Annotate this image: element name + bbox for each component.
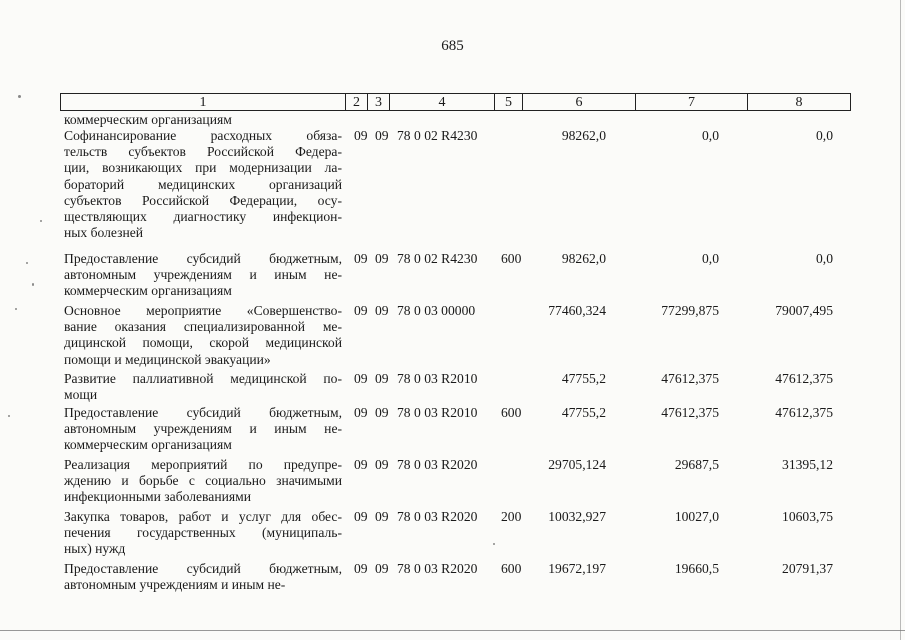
description-line: коммерческим организациям: [64, 283, 232, 299]
section-code: 09: [354, 405, 368, 420]
scan-speck: [32, 283, 34, 286]
description-line: Предоставление субсидий бюджетным,: [64, 405, 342, 420]
row-description: [64, 303, 342, 368]
amount-col-6: 10032,927: [548, 509, 606, 524]
row-description: [64, 112, 342, 128]
amount-col-8: 79007,495: [775, 303, 833, 318]
amount-col-7: 10027,0: [674, 509, 719, 524]
description-line: автономным учреждениям и иным не-: [64, 267, 342, 283]
target-article-code: 78 0 03 R2010: [397, 405, 478, 420]
description-line: автономным учреждениям и иным не-: [64, 577, 286, 593]
scan-right-edge: [900, 0, 901, 640]
description-line: ных) нужд: [64, 541, 126, 557]
amount-col-8: 0,0: [816, 128, 833, 143]
header-col-2: 2: [346, 94, 368, 110]
description-line: вание оказания специализированной ме-: [64, 319, 342, 335]
row-description: [64, 561, 342, 593]
amount-col-6: 77460,324: [548, 303, 606, 318]
table-header: [60, 93, 851, 111]
description-line: Софинансирование расходных обяза-: [64, 128, 342, 143]
expense-type-code: 600: [501, 561, 522, 576]
amount-col-6: 19672,197: [548, 561, 606, 576]
subsection-code: 09: [375, 509, 389, 524]
target-article-code: 78 0 03 R2010: [397, 371, 478, 386]
description-line: печения государственных (муниципаль-: [64, 525, 342, 541]
description-line: дицинской помощи, скорой медицинской: [64, 335, 342, 351]
header-col-7: 7: [636, 94, 748, 110]
subsection-code: 09: [375, 561, 389, 576]
target-article-code: 78 0 03 R2020: [397, 561, 478, 576]
description-line: Развитие паллиативной медицинской по-: [64, 371, 342, 386]
target-article-code: 78 0 02 R4230: [397, 128, 478, 143]
header-col-8: 8: [795, 95, 803, 110]
description-line: ществляющих диагностику инфекцион-: [64, 208, 342, 224]
row-description: [64, 457, 342, 506]
target-article-code: 78 0 03 R2020: [397, 457, 478, 472]
amount-col-8: 47612,375: [775, 405, 833, 420]
amount-col-8: 31395,12: [782, 457, 833, 472]
scan-speck: [493, 543, 495, 545]
description-line: Реализация мероприятий по предупре-: [64, 457, 342, 472]
scan-edge-line: [0, 630, 905, 631]
row-description: [64, 509, 342, 558]
description-line: Предоставление субсидий бюджетным,: [64, 561, 342, 576]
description-line: автономным учреждениям и иным не-: [64, 421, 342, 437]
amount-col-8: 10603,75: [782, 509, 833, 524]
subsection-code: 09: [375, 405, 389, 420]
amount-col-7: 29687,5: [674, 457, 719, 472]
description-line: Предоставление субсидий бюджетным,: [64, 251, 342, 266]
section-code: 09: [354, 457, 368, 472]
subsection-code: 09: [375, 371, 389, 386]
scan-speck: [18, 95, 21, 98]
scan-speck: [40, 220, 42, 222]
amount-col-8: 0,0: [816, 251, 833, 266]
header-col-3: 3: [368, 94, 390, 110]
section-code: 09: [354, 251, 368, 266]
amount-col-8: 20791,37: [782, 561, 833, 576]
row-description: [64, 128, 342, 241]
description-line: ждению и борьбе с социально значимыми: [64, 473, 342, 489]
description-line: Основное мероприятие «Совершенство-: [64, 303, 342, 318]
amount-col-7: 19660,5: [674, 561, 719, 576]
description-line: коммерческим организациям: [64, 112, 232, 127]
description-line: Закупка товаров, работ и услуг для обес-: [64, 509, 342, 524]
section-code: 09: [354, 128, 368, 143]
section-code: 09: [354, 303, 368, 318]
header-col-5: 5: [495, 94, 523, 110]
description-line: тельств субъектов Российской Федера-: [64, 144, 342, 160]
subsection-code: 09: [375, 251, 389, 266]
target-article-code: 78 0 03 00000: [397, 303, 476, 318]
amount-col-6: 29705,124: [548, 457, 606, 472]
description-line: коммерческим организациям: [64, 437, 232, 453]
amount-col-6: 47755,2: [561, 371, 606, 386]
section-code: 09: [354, 561, 368, 576]
amount-col-7: 0,0: [702, 251, 719, 266]
page-number: 685: [441, 38, 464, 54]
description-line: субъектов Российской Федерации, осу-: [64, 192, 342, 208]
target-article-code: 78 0 02 R4230: [397, 251, 478, 266]
subsection-code: 09: [375, 128, 389, 143]
amount-col-7: 47612,375: [661, 371, 719, 386]
scan-speck: [15, 308, 17, 310]
description-line: ции, возникающих при модернизации ла-: [64, 160, 342, 176]
row-description: [64, 405, 342, 454]
expense-type-code: 600: [501, 251, 522, 266]
scan-speck: [8, 415, 10, 417]
subsection-code: 09: [375, 303, 389, 318]
scan-speck: [26, 262, 28, 264]
header-col-4: 4: [390, 94, 495, 110]
section-code: 09: [354, 371, 368, 386]
header-col-6: 6: [523, 94, 636, 110]
target-article-code: 78 0 03 R2020: [397, 509, 478, 524]
amount-col-6: 98262,0: [561, 251, 606, 266]
description-line: мощи: [64, 387, 98, 403]
amount-col-7: 47612,375: [661, 405, 719, 420]
amount-col-6: 98262,0: [561, 128, 606, 143]
row-description: [64, 251, 342, 300]
description-line: инфекционными заболеваниями: [64, 489, 252, 505]
description-line: бораторий медицинских организаций: [64, 176, 342, 192]
expense-type-code: 600: [501, 405, 522, 420]
subsection-code: 09: [375, 457, 389, 472]
row-description: [64, 371, 342, 403]
description-line: помощи и медицинской эвакуации»: [64, 351, 271, 367]
description-line: ных болезней: [64, 225, 144, 241]
section-code: 09: [354, 509, 368, 524]
amount-col-8: 47612,375: [775, 371, 833, 386]
amount-col-7: 0,0: [702, 128, 719, 143]
amount-col-6: 47755,2: [561, 405, 606, 420]
header-col-1: 1: [61, 94, 346, 110]
expense-type-code: 200: [501, 509, 522, 524]
amount-col-7: 77299,875: [661, 303, 719, 318]
